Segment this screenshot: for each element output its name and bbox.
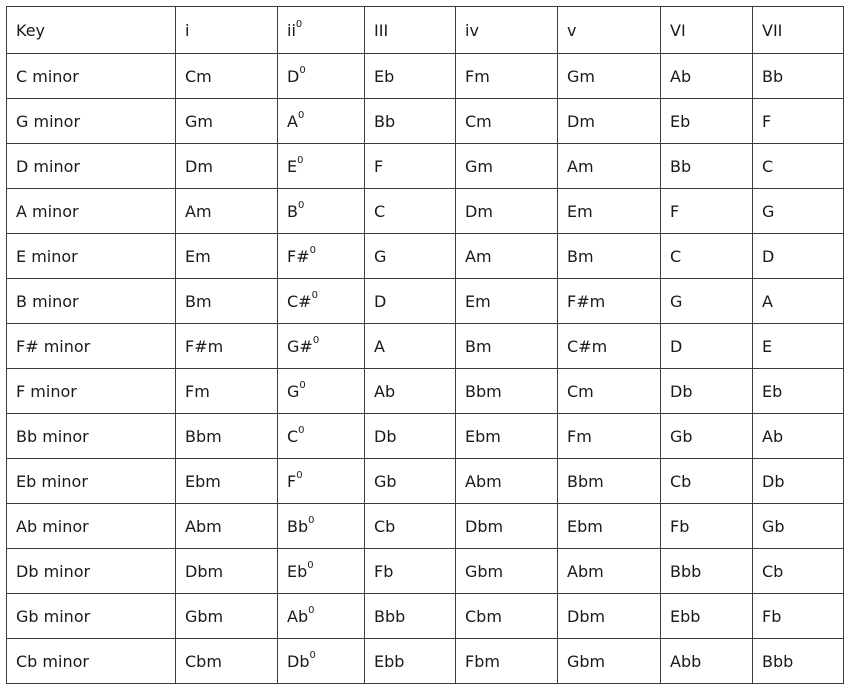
key-cell	[7, 54, 176, 99]
chord-cell	[456, 279, 558, 324]
chord-cell	[558, 549, 661, 594]
chord-cell	[278, 279, 365, 324]
chord-label: D	[287, 66, 300, 86]
chord-label: C#	[287, 291, 312, 311]
chord-label: Cb	[374, 516, 396, 536]
chord-cell	[456, 459, 558, 504]
chord-cell	[365, 279, 456, 324]
chord-cell	[753, 414, 844, 459]
chord-label: Eb	[287, 561, 308, 581]
chord-label: Eb	[670, 111, 691, 131]
chord-cell	[278, 144, 365, 189]
chord-label: Cbm	[465, 606, 502, 626]
header-cell	[558, 7, 661, 54]
diminished-mark: 0	[308, 605, 315, 617]
chord-cell	[365, 594, 456, 639]
chord-cell	[278, 234, 365, 279]
chord-cell	[753, 639, 844, 684]
chord-cell	[456, 549, 558, 594]
chord-cell	[661, 459, 753, 504]
chord-label: Bm	[465, 336, 492, 356]
key-label: D minor	[16, 156, 80, 176]
table-row	[7, 594, 844, 639]
chord-label: Abm	[185, 516, 222, 536]
chord-cell	[753, 594, 844, 639]
chord-label: F	[287, 471, 297, 491]
chord-cell	[365, 324, 456, 369]
chord-label: Bb	[670, 156, 692, 176]
chord-cell	[176, 99, 278, 144]
diminished-mark: 0	[308, 515, 315, 527]
chord-label: D	[374, 291, 387, 311]
chord-label: F	[374, 156, 384, 176]
chord-label: D	[670, 336, 683, 356]
key-cell	[7, 549, 176, 594]
chord-label: Ebb	[374, 651, 405, 671]
chord-cell	[558, 504, 661, 549]
chord-cell	[753, 369, 844, 414]
chord-label: Bbb	[762, 651, 794, 671]
chord-label: Em	[465, 291, 491, 311]
chord-label: Bbm	[185, 426, 222, 446]
chord-cell	[456, 324, 558, 369]
table-row	[7, 189, 844, 234]
chord-label: Cb	[762, 561, 784, 581]
chord-cell	[365, 639, 456, 684]
chord-cell	[176, 639, 278, 684]
diminished-mark: 0	[297, 155, 304, 167]
key-cell	[7, 594, 176, 639]
table-row	[7, 54, 844, 99]
chord-label: Gbm	[185, 606, 224, 626]
header-cell	[176, 7, 278, 54]
chord-cell	[176, 459, 278, 504]
chord-label: Gbm	[465, 561, 504, 581]
key-label: F minor	[16, 381, 77, 401]
diminished-mark: 0	[299, 380, 306, 392]
chord-label: E	[287, 156, 298, 176]
chord-cell	[456, 54, 558, 99]
chord-table-body	[7, 7, 844, 684]
chord-cell	[753, 504, 844, 549]
chord-label: Dbm	[185, 561, 224, 581]
key-cell	[7, 279, 176, 324]
chord-cell	[176, 189, 278, 234]
chord-label: F#	[287, 246, 310, 266]
chord-cell	[558, 369, 661, 414]
chord-cell	[278, 324, 365, 369]
chord-cell	[456, 504, 558, 549]
chord-label: C	[762, 156, 774, 176]
chord-label: Em	[185, 246, 211, 266]
key-label: G minor	[16, 111, 81, 131]
chord-cell	[558, 414, 661, 459]
table-row	[7, 369, 844, 414]
chord-label: F	[762, 111, 772, 131]
chord-label: Db	[670, 381, 693, 401]
chord-label: G	[762, 201, 775, 221]
chord-cell	[661, 189, 753, 234]
table-row	[7, 144, 844, 189]
chord-label: Eb	[762, 381, 783, 401]
chord-label: A	[374, 336, 385, 356]
chord-cell	[661, 54, 753, 99]
chord-cell	[558, 324, 661, 369]
header-cell	[278, 7, 365, 54]
chord-cell	[558, 54, 661, 99]
key-cell	[7, 144, 176, 189]
chord-label: F	[670, 201, 680, 221]
header-cell	[661, 7, 753, 54]
table-row	[7, 459, 844, 504]
key-cell	[7, 459, 176, 504]
chord-cell	[456, 594, 558, 639]
key-cell	[7, 504, 176, 549]
chord-cell	[558, 639, 661, 684]
diminished-mark: 0	[297, 200, 305, 212]
key-label: A minor	[16, 201, 79, 221]
chord-label: Bbm	[567, 471, 604, 491]
chord-label: Gm	[465, 156, 493, 176]
key-cell	[7, 369, 176, 414]
chord-label: Am	[185, 201, 212, 221]
chord-label: Abb	[670, 651, 702, 671]
chord-label: Am	[465, 246, 492, 266]
header-cell	[753, 7, 844, 54]
chord-label: Gm	[567, 66, 595, 86]
header-label: v	[567, 20, 577, 40]
key-label: Eb minor	[16, 471, 88, 491]
chord-label: Bbm	[465, 381, 502, 401]
chord-cell	[365, 99, 456, 144]
chord-label: Fb	[762, 606, 782, 626]
chord-cell	[365, 189, 456, 234]
chord-label: C	[670, 246, 682, 266]
chord-cell	[661, 279, 753, 324]
chord-cell	[365, 549, 456, 594]
header-cell	[7, 7, 176, 54]
chord-label: Cm	[465, 111, 492, 131]
chord-label: Dbm	[567, 606, 606, 626]
table-row	[7, 549, 844, 594]
chord-label: Abm	[567, 561, 604, 581]
chord-label: Bm	[185, 291, 212, 311]
diminished-mark: 0	[295, 19, 303, 31]
chord-cell	[456, 414, 558, 459]
diminished-mark: 0	[307, 560, 314, 572]
table-row	[7, 99, 844, 144]
chord-label: Fm	[465, 66, 490, 86]
chord-cell	[365, 54, 456, 99]
key-label: Bb minor	[16, 426, 89, 446]
chord-cell	[278, 459, 365, 504]
chord-cell	[661, 324, 753, 369]
header-label: III	[374, 20, 389, 40]
chord-cell	[365, 144, 456, 189]
chord-cell	[456, 144, 558, 189]
chord-cell	[365, 459, 456, 504]
header-label: iv	[465, 20, 479, 40]
chord-label: Gb	[670, 426, 693, 446]
key-cell	[7, 639, 176, 684]
chord-cell	[176, 414, 278, 459]
key-cell	[7, 234, 176, 279]
key-label: Gb minor	[16, 606, 91, 626]
diminished-mark: 0	[299, 65, 306, 77]
chord-cell	[661, 594, 753, 639]
chord-cell	[661, 414, 753, 459]
header-cell	[456, 7, 558, 54]
chord-cell	[456, 369, 558, 414]
table-row	[7, 234, 844, 279]
chord-label: Gb	[374, 471, 397, 491]
chord-cell	[176, 369, 278, 414]
chord-cell	[365, 504, 456, 549]
key-label: F# minor	[16, 336, 91, 356]
chord-cell	[558, 234, 661, 279]
chord-cell	[456, 189, 558, 234]
chord-cell	[753, 144, 844, 189]
chord-cell	[753, 549, 844, 594]
chord-label: Dbm	[465, 516, 504, 536]
chord-cell	[661, 144, 753, 189]
chord-label: Fm	[567, 426, 592, 446]
header-label: i	[185, 20, 190, 40]
chord-label: Abm	[465, 471, 502, 491]
chord-label: F#m	[567, 291, 606, 311]
key-label: B minor	[16, 291, 79, 311]
chord-label: Bbb	[670, 561, 702, 581]
chord-label: Cm	[185, 66, 212, 86]
chord-label: Dm	[465, 201, 493, 221]
chord-label: Eb	[374, 66, 395, 86]
chord-label: Db	[374, 426, 397, 446]
chord-cell	[558, 594, 661, 639]
chord-label: Bb	[287, 516, 309, 536]
key-cell	[7, 324, 176, 369]
table-row	[7, 639, 844, 684]
chord-label: Cm	[567, 381, 594, 401]
chord-cell	[365, 369, 456, 414]
chord-label: Ebb	[670, 606, 701, 626]
chord-cell	[558, 279, 661, 324]
chord-cell	[176, 504, 278, 549]
chord-label: Cb	[670, 471, 692, 491]
chord-cell	[661, 369, 753, 414]
chord-cell	[278, 504, 365, 549]
chord-label: Bb	[374, 111, 396, 131]
header-label: Key	[16, 20, 46, 40]
chord-label: F#m	[185, 336, 224, 356]
chord-table	[6, 6, 844, 684]
table-row	[7, 324, 844, 369]
key-label: C minor	[16, 66, 79, 86]
key-cell	[7, 99, 176, 144]
header-label: VII	[762, 20, 783, 40]
chord-cell	[278, 189, 365, 234]
chord-cell	[753, 459, 844, 504]
chord-cell	[278, 99, 365, 144]
chord-cell	[365, 414, 456, 459]
key-label: E minor	[16, 246, 78, 266]
header-label: VI	[670, 20, 686, 40]
chord-cell	[176, 549, 278, 594]
chord-label: Ab	[287, 606, 309, 626]
chord-cell	[753, 279, 844, 324]
chord-label: Dm	[185, 156, 213, 176]
chord-cell	[176, 234, 278, 279]
chord-label: Gm	[185, 111, 213, 131]
chord-label: Gbm	[567, 651, 606, 671]
table-row	[7, 414, 844, 459]
chord-label: Ebm	[185, 471, 221, 491]
chord-label: A	[762, 291, 773, 311]
chord-cell	[558, 189, 661, 234]
header-row	[7, 7, 844, 54]
chord-label: Cbm	[185, 651, 222, 671]
chord-label: C#m	[567, 336, 608, 356]
chord-cell	[661, 234, 753, 279]
chord-cell	[661, 549, 753, 594]
chord-label: D	[762, 246, 775, 266]
chord-label: G	[670, 291, 683, 311]
chord-cell	[176, 144, 278, 189]
diminished-mark: 0	[309, 650, 316, 662]
chord-label: Db	[762, 471, 785, 491]
diminished-mark: 0	[312, 335, 320, 347]
chord-label: B	[287, 201, 298, 221]
chord-label: Fm	[185, 381, 210, 401]
header-label: ii	[287, 20, 296, 40]
chord-cell	[278, 54, 365, 99]
chord-cell	[661, 99, 753, 144]
table-row	[7, 279, 844, 324]
chord-cell	[753, 324, 844, 369]
chord-label: Db	[287, 651, 310, 671]
chord-label: G	[374, 246, 387, 266]
chord-cell	[558, 144, 661, 189]
chord-cell	[278, 414, 365, 459]
key-label: Cb minor	[16, 651, 89, 671]
chord-cell	[456, 99, 558, 144]
chord-cell	[456, 639, 558, 684]
chord-label: Bb	[762, 66, 784, 86]
chord-label: Am	[567, 156, 594, 176]
diminished-mark: 0	[296, 470, 303, 482]
diminished-mark: 0	[298, 425, 305, 437]
chord-cell	[176, 594, 278, 639]
chord-label: Ebm	[465, 426, 501, 446]
chord-cell	[176, 324, 278, 369]
diminished-mark: 0	[311, 290, 318, 302]
chord-cell	[176, 279, 278, 324]
chord-cell	[456, 234, 558, 279]
diminished-mark: 0	[309, 245, 316, 257]
chord-cell	[753, 54, 844, 99]
table-row	[7, 504, 844, 549]
chord-label: E	[762, 336, 773, 356]
chord-cell	[661, 504, 753, 549]
chord-label: Em	[567, 201, 593, 221]
chord-label: Bbb	[374, 606, 406, 626]
chord-cell	[558, 459, 661, 504]
chord-cell	[278, 369, 365, 414]
header-cell	[365, 7, 456, 54]
key-label: Db minor	[16, 561, 91, 581]
chord-cell	[753, 99, 844, 144]
diminished-mark: 0	[297, 110, 305, 122]
chord-cell	[558, 99, 661, 144]
key-cell	[7, 189, 176, 234]
chord-label: Bm	[567, 246, 594, 266]
chord-label: Fb	[374, 561, 394, 581]
chord-cell	[278, 594, 365, 639]
chord-cell	[753, 189, 844, 234]
chord-label: G#	[287, 336, 313, 356]
chord-label: Ebm	[567, 516, 603, 536]
chord-label: C	[287, 426, 299, 446]
chord-label: Ab	[374, 381, 396, 401]
chord-label: Fbm	[465, 651, 500, 671]
chord-label: Gb	[762, 516, 785, 536]
key-cell	[7, 414, 176, 459]
chord-cell	[661, 639, 753, 684]
chord-label: G	[287, 381, 300, 401]
chord-cell	[278, 639, 365, 684]
chord-label: Ab	[762, 426, 784, 446]
key-label: Ab minor	[16, 516, 89, 536]
chord-cell	[176, 54, 278, 99]
chord-cell	[753, 234, 844, 279]
chord-label: Ab	[670, 66, 692, 86]
chord-label: A	[287, 111, 298, 131]
chord-label: Fb	[670, 516, 690, 536]
chord-label: Dm	[567, 111, 595, 131]
chord-cell	[365, 234, 456, 279]
chord-cell	[278, 549, 365, 594]
chord-label: C	[374, 201, 386, 221]
